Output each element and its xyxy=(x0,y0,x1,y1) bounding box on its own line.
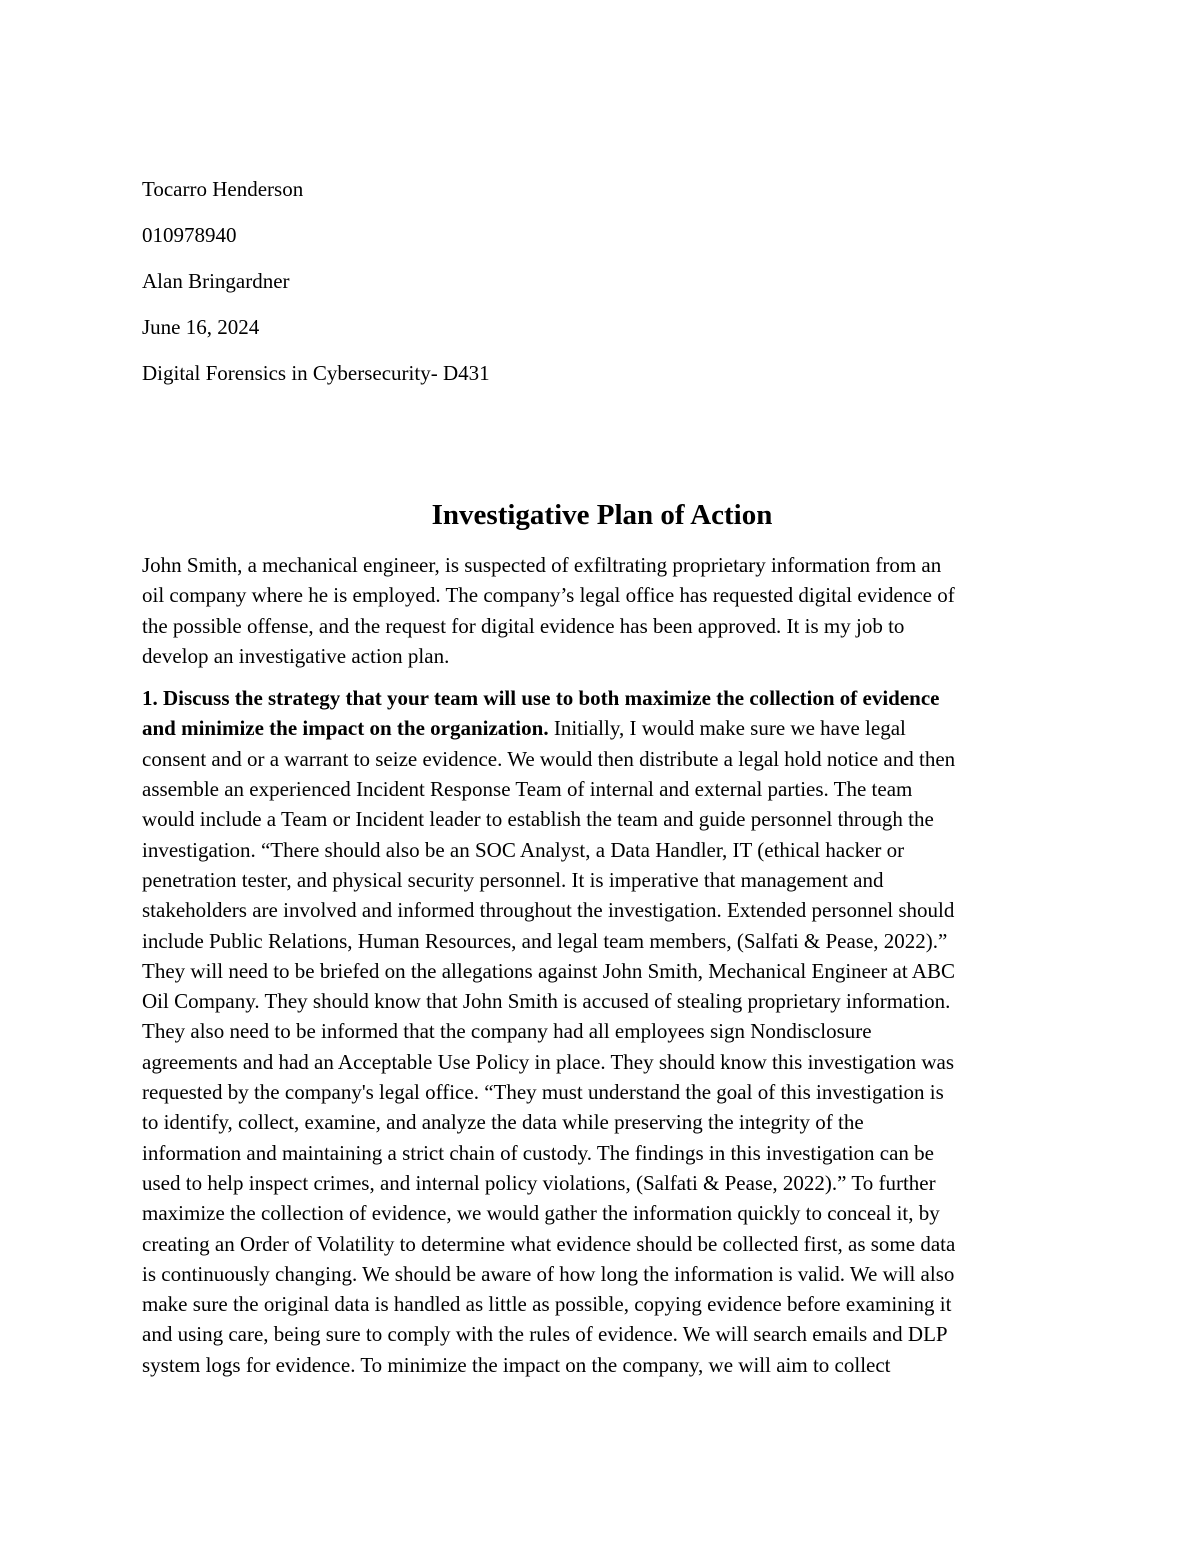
section-1-line: make sure the original data is handled as little as possible, copying evidence before examining it xyxy=(142,1292,952,1317)
section-1-answer-start: Initially, I would make sure we have legal xyxy=(548,716,906,741)
section-1-line: system logs for evidence. To minimize the impact on the company, we will aim to collect xyxy=(142,1352,891,1377)
section-1-paragraph xyxy=(142,683,1062,1380)
document-header xyxy=(142,174,1062,404)
section-1-line: stakeholders are involved and informed throughout the investigation. Extended personnel should xyxy=(142,898,955,923)
section-1-line: maximize the collection of evidence, we would gather the information quickly to conceal it, by xyxy=(142,1201,940,1226)
section-1-line: consent and or a warrant to seize evidence. We would then distribute a legal hold notice and then xyxy=(142,746,956,771)
section-1-line: is continuously changing. We should be aware of how long the information is valid. We will also xyxy=(142,1261,955,1286)
course-name: Digital Forensics in Cybersecurity- D431 xyxy=(142,361,490,385)
section-1-line: penetration tester, and physical security personnel. It is imperative that management and xyxy=(142,867,884,892)
section-1-line: would include a Team or Incident leader to establish the team and guide personnel through the xyxy=(142,807,934,832)
section-1-question-end: and minimize the impact on the organization. xyxy=(142,716,549,741)
section-1-line: They will need to be briefed on the allegations against John Smith, Mechanical Engineer at ABC xyxy=(142,958,955,983)
document-date: June 16, 2024 xyxy=(142,315,260,339)
intro-line: the possible offense, and the request for digital evidence has been approved. It is my job to xyxy=(142,613,905,638)
section-1-line: They also need to be informed that the company had all employees sign Nondisclosure xyxy=(142,1019,872,1044)
section-1-line: Oil Company. They should know that John Smith is accused of stealing proprietary information. xyxy=(142,989,951,1014)
section-1-line: assemble an experienced Incident Response Team of internal and external parties. The team xyxy=(142,777,913,802)
section-1-line: and using care, being sure to comply with the rules of evidence. We will search emails and DLP xyxy=(142,1322,948,1347)
section-1-line: used to help inspect crimes, and internal policy violations, (Salfati & Pease, 2022).” To further xyxy=(142,1170,936,1195)
student-name: Tocarro Henderson xyxy=(142,177,304,201)
intro-line: develop an investigative action plan. xyxy=(142,643,450,668)
section-1-question-continued xyxy=(142,713,1062,743)
section-1-line: to identify, collect, examine, and analyze the data while preserving the integrity of the xyxy=(142,1110,864,1135)
section-1-question: 1. Discuss the strategy that your team will use to both maximize the collection of evidence xyxy=(142,686,940,711)
intro-line: John Smith, a mechanical engineer, is suspected of exfiltrating proprietary information from an xyxy=(142,553,942,577)
section-1-line: agreements and had an Acceptable Use Policy in place. They should know this investigation was xyxy=(142,1049,954,1074)
document-body xyxy=(142,550,1062,1380)
section-1-line: information and maintaining a strict chain of custody. The findings in this investigation can be xyxy=(142,1140,935,1165)
intro-paragraph xyxy=(142,550,1062,671)
section-1-line: include Public Relations, Human Resources, and legal team members, (Salfati & Pease, 2022).” xyxy=(142,928,948,953)
student-id: 010978940 xyxy=(142,223,237,247)
paragraph-spacer xyxy=(142,671,1062,683)
section-1-line: requested by the company's legal office. “They must understand the goal of this investigation is xyxy=(142,1080,944,1105)
document-title: Investigative Plan of Action xyxy=(431,499,773,531)
intro-line: oil company where he is employed. The company’s legal office has requested digital evidence of xyxy=(142,583,955,608)
section-1-line: investigation. “There should also be an SOC Analyst, a Data Handler, IT (ethical hacker or xyxy=(142,837,905,862)
instructor-name: Alan Bringardner xyxy=(142,269,290,293)
section-1-line: creating an Order of Volatility to determine what evidence should be collected first, as some data xyxy=(142,1231,956,1256)
